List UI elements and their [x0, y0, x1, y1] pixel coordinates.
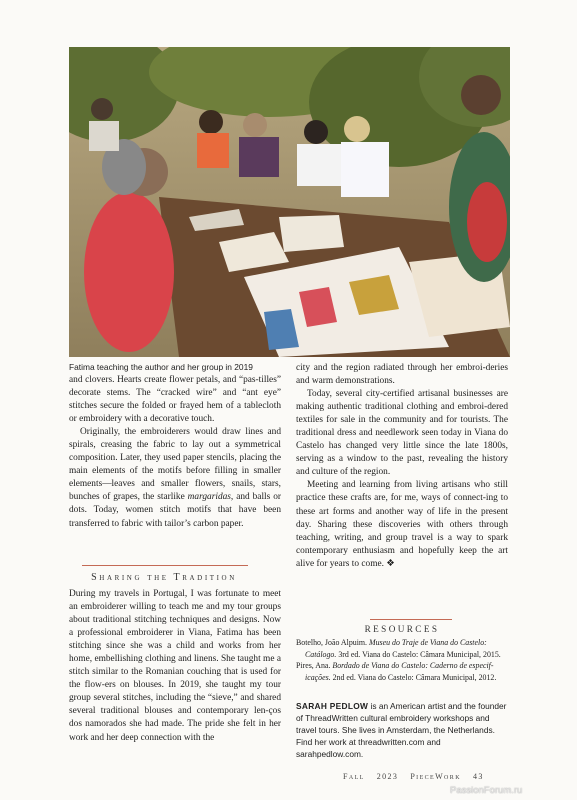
- reference-details: 2nd ed. Viana do Castelo: Câmara Municipal, 2012.: [330, 672, 497, 682]
- reference-item: [296, 637, 508, 660]
- resources-list: [296, 637, 508, 683]
- paragraph: Today, several city-certified artisanal businesses are making authentic traditional clothing and embroi-dered textiles for sale in the community and for tourists. The traditional dress and needlework seen today in Viana do Castelo has changed very little since the late 1800s, serving as a window to the past, revealing the history and culture of the region.: [296, 389, 508, 478]
- resources-heading: RESOURCES: [364, 624, 440, 634]
- reference-item: [296, 660, 508, 683]
- page-number: 43: [472, 772, 484, 781]
- resources-divider: [370, 619, 452, 620]
- paragraph: [296, 479, 508, 570]
- section-divider: [82, 565, 248, 566]
- reference-author: Pires, Ana.: [296, 661, 333, 670]
- emphasis: margaridas,: [187, 492, 234, 503]
- watermark: PassionForum.ru: [450, 785, 523, 796]
- reference-author: Botelho, João Alpuim.: [296, 638, 369, 647]
- embroidery-class-photo: [69, 47, 510, 357]
- bio-text: is an American artist and the founder of ThreadWritten cultural embroidery workshops and travel tours. She lives in Amsterdam, the Netherlands. Find her work at threadwritten.com and sarahpedlow.com.: [296, 701, 507, 759]
- paragraph: and clovers. Hearts create flower petals, and “pas-tilles” decorate stems. The “cracked wire” and “ant eye” stitches secure the folded or frayed hem of a tablecloth or embroidery with a decorative touch.: [69, 375, 281, 425]
- paragraph: city and the region radiated through her embroi-deries and warm demonstrations.: [296, 363, 508, 387]
- section-heading: Sharing the Tradition: [91, 572, 237, 583]
- footer-year: 2023: [376, 772, 399, 781]
- reference-title: Museu do Traje de Viana do Castelo: Catálogo.: [305, 638, 487, 659]
- reference-details: 3rd ed. Viana do Castelo: Câmara Municipal, 2015.: [336, 649, 501, 659]
- paragraph: During my travels in Portugal, I was fortunate to meet an embroiderer willing to teach me and my tour groups about traditional stitching techniques and designs. Now a professional embroiderer in Viana, Fatima has been stitching since she was a child and works from her home, embellishing clothing and linens. She taught me a stitch similar to the Romanian couching that is used for the flow-ers on blouses. In 2019, she taught my tour group several stitches, including the “sieve,” and shared several traditional blouses and contemporary len-ços dos namorados she had made. The pride she felt in her work and her deep connection with the: [69, 589, 281, 743]
- footer-season: Fall: [343, 772, 365, 781]
- article-photo: [69, 47, 510, 357]
- paragraph-text: Originally, the embroiderers would draw lines and spirals, creasing the fabric to lay out a symmetrical composition. Later, they used paper stencils, placing the main elements of the motifs before filling in smaller elements—leaves and smaller flowers, snails, stars, bunches of grapes, the starlike: [69, 427, 281, 503]
- paragraph: [69, 426, 281, 530]
- footer-magazine: PieceWork: [410, 772, 461, 781]
- left-column: [69, 374, 281, 531]
- paragraph-text: and balls or dots. Today, women stitch motifs that have been transferred to fabric with tailor’s carbon paper.: [69, 492, 281, 529]
- author-name: SARAH PEDLOW: [296, 701, 369, 711]
- left-column-section: [69, 588, 281, 745]
- right-column: [296, 362, 508, 571]
- photo-caption: Fatima teaching the author and her group in 2019: [69, 362, 253, 372]
- author-bio: [296, 701, 508, 761]
- reference-title: Bordado de Viana do Castelo: Caderno de especif-icações.: [305, 661, 494, 682]
- end-mark-icon: ❖: [386, 558, 395, 569]
- paragraph-text: Meeting and learning from living artisans who still practice these crafts are, for me, ways of connect-ing to these art forms and another way of life in the present day. Sharing these discoveries with others through teaching, writing, and group travel is a way to spark contemporary enthusiasm and hopefully keep the art alive for years to come.: [296, 480, 508, 569]
- page-footer: [343, 772, 496, 781]
